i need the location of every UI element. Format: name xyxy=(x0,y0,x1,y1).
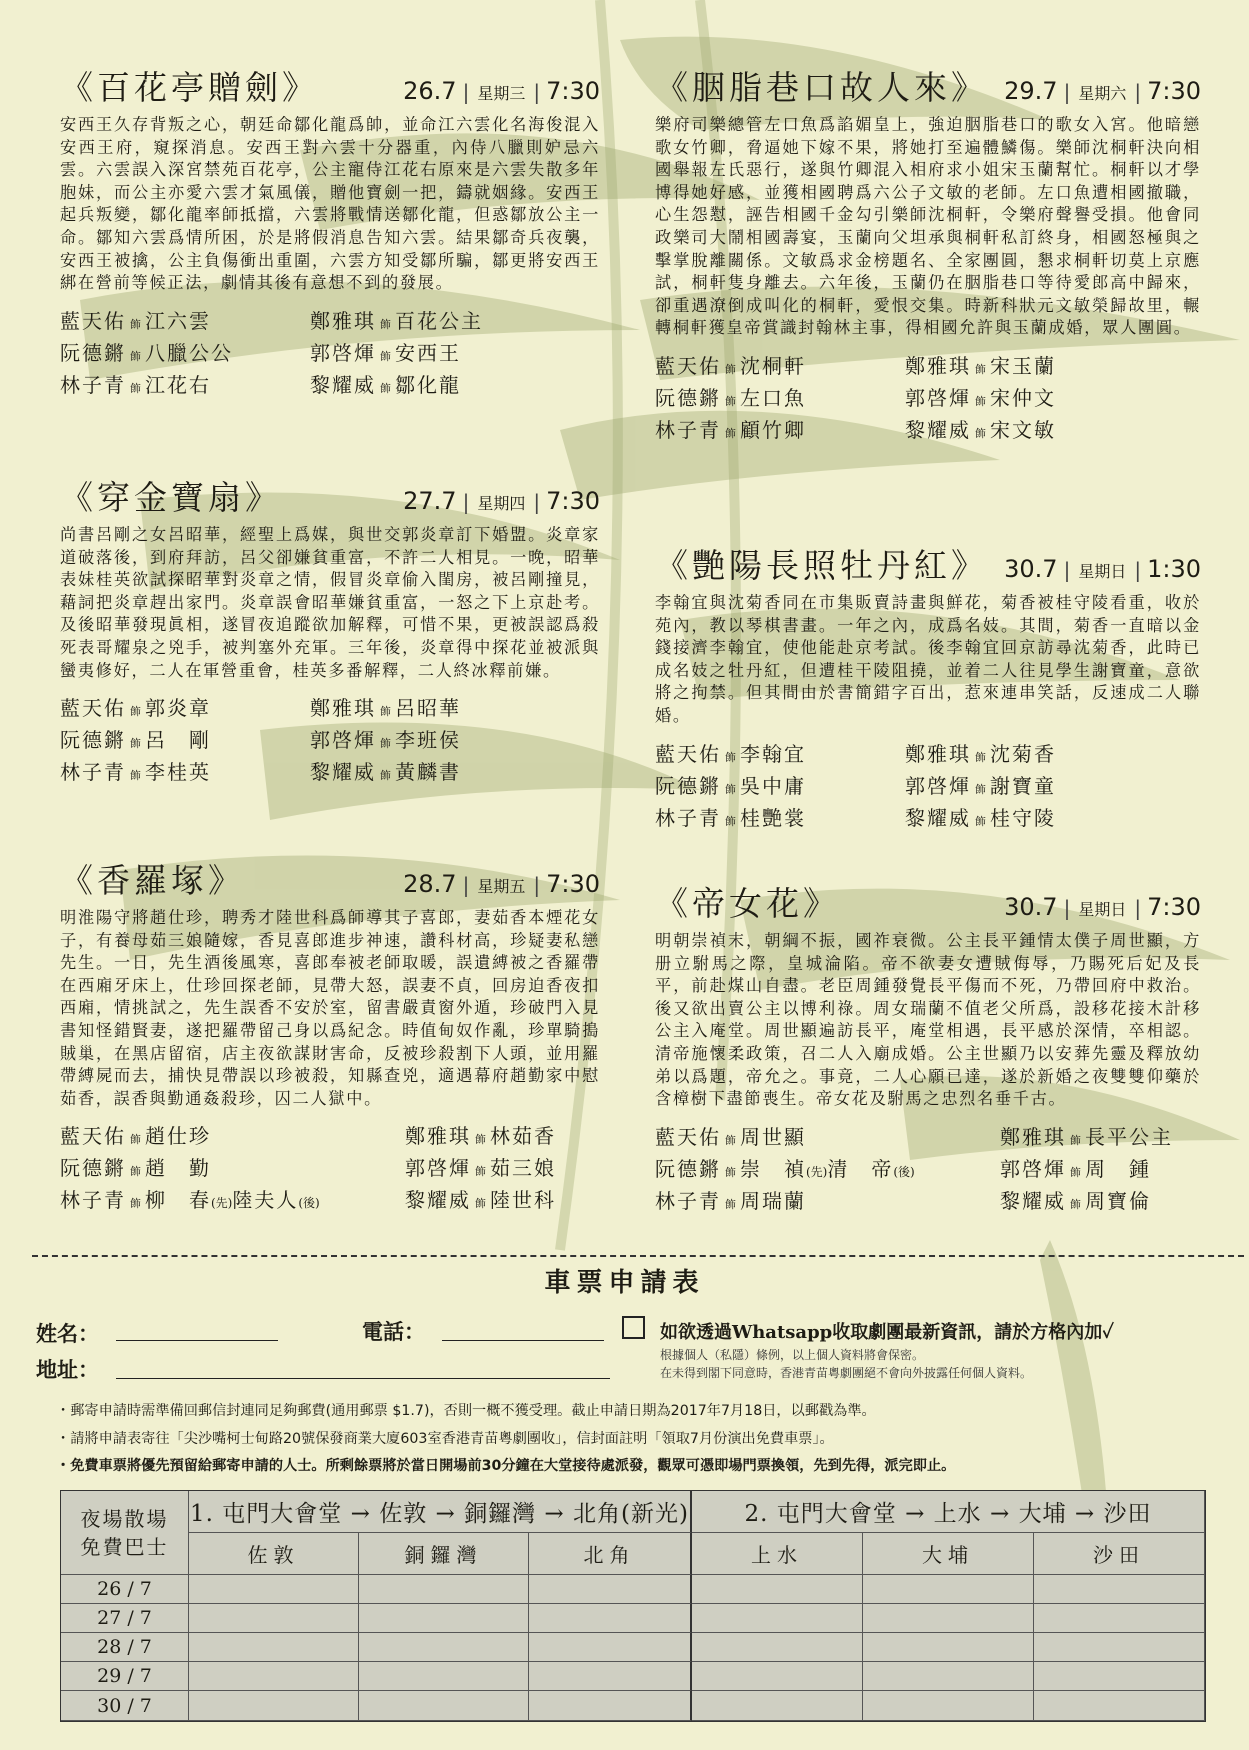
cast-entry: 黎耀威 飾 桂守陵 xyxy=(905,805,1056,830)
cast-entry: 藍天佑 飾 沈桐軒 xyxy=(655,353,806,378)
show-synopsis: 明淮陽守將趙仕珍，聘秀才陸世科爲師導其子喜郎，妻茹香本煙花女子，有養母茹三娘隨嫁，香見喜郎進步神速，讚科材高，珍疑妻私戀先生。一日，先生酒後風寒，喜郎奉被老師取暖，誤遺縛被之香羅帶在西廂牙床上，仕珍回探老師，見帶大怒，誤妻不貞，回房迫香夜扣西廂，情挑試之，先生誤香不安於室，留書嚴責窗外遁，珍破門入見書知怪錯賢妻，遂把羅帶留己身以爲紀念。時值甸奴作亂，珍單騎搗賊巢，在黑店留宿，店主夜欲謀財害命，反被珍殺割下人頭，並用羅帶縛屍而去，捕快見帶誤以珍被殺，知縣查兇，適遇幕府趙勤家中慰茹香，誤香與勤通姦殺珍，囚二人獄中。 xyxy=(60,908,600,1108)
route-1-header: 1. 屯門大會堂 → 佐敦 → 銅鑼灣 → 北角(新光) xyxy=(189,1491,692,1533)
bus-seat-cell[interactable] xyxy=(863,1633,1034,1662)
bus-seat-cell[interactable] xyxy=(863,1691,1034,1721)
cast-entry: 鄭雅琪 飾 百花公主 xyxy=(310,308,483,333)
stop-header: 銅鑼灣 xyxy=(359,1533,529,1575)
bus-seat-cell[interactable] xyxy=(529,1604,692,1633)
cast-entry: 黎耀威 飾 陸世科 xyxy=(405,1188,556,1213)
bus-seat-cell[interactable] xyxy=(1034,1604,1205,1633)
show-weekday: 星期三 xyxy=(477,84,526,103)
route-2-header: 2. 屯門大會堂 → 上水 → 大埔 → 沙田 xyxy=(692,1491,1205,1533)
cast-entry: 藍天佑 飾 趙仕珍 xyxy=(60,1124,211,1149)
cast-entry: 藍天佑 飾 周世顯 xyxy=(655,1124,806,1149)
show-title: 《穿金寶扇》 xyxy=(60,478,282,517)
bus-seat-cell[interactable] xyxy=(1034,1691,1205,1721)
address-field[interactable] xyxy=(116,1378,610,1379)
bus-seat-cell[interactable] xyxy=(1034,1575,1205,1604)
cast-entry: 鄭雅琪 飾 沈菊香 xyxy=(905,741,1056,766)
cast-entry: 阮德鏘 飾 八臘公公 xyxy=(60,340,233,365)
show-datetime: 26.7 | 星期三 | 7:30 xyxy=(403,77,600,105)
bus-seat-cell[interactable] xyxy=(189,1633,359,1662)
cast-entry: 郭啓煇 飾 茹三娘 xyxy=(405,1156,556,1181)
bus-seat-cell[interactable] xyxy=(359,1691,529,1721)
cast-entry: 鄭雅琪 飾 林茹香 xyxy=(405,1124,556,1149)
show-date: 29.7 xyxy=(1004,77,1058,105)
cast-entry: 林子青 飾 桂艷裳 xyxy=(655,805,806,830)
cast-entry: 阮德鏘 飾 吳中庸 xyxy=(655,773,806,798)
show-time: 7:30 xyxy=(1147,893,1201,921)
show-yanyang xyxy=(655,540,1201,836)
cast-entry: 林子青 飾 周瑞蘭 xyxy=(655,1188,806,1213)
show-time: 1:30 xyxy=(1147,555,1201,583)
show-datetime: 30.7 | 星期日 | 1:30 xyxy=(1004,555,1201,583)
bus-seat-cell[interactable] xyxy=(1034,1662,1205,1691)
cast-entry: 阮德鏘 飾 左口魚 xyxy=(655,385,806,410)
cast-entry: 藍天佑 飾 江六雲 xyxy=(60,308,211,333)
show-title: 《香羅塚》 xyxy=(60,861,245,900)
bus-seat-cell[interactable] xyxy=(359,1662,529,1691)
show-title: 《帝女花》 xyxy=(655,884,840,923)
show-title: 《艷陽長照牡丹紅》 xyxy=(655,546,988,585)
whatsapp-text: 如欲透過Whatsapp收取劇團最新資訊，請於方格內加✓ xyxy=(660,1322,1114,1343)
bus-seat-cell[interactable] xyxy=(1034,1633,1205,1662)
cast-list xyxy=(655,352,1201,448)
show-datetime: 28.7 | 星期五 | 7:30 xyxy=(403,870,600,898)
show-synopsis: 明朝崇禎末，朝綱不振，國祚衰微。公主長平鍾情太僕子周世顯，方册立駙馬之際，皇城淪陷。帝不欲妻女遭賊侮辱，乃賜死后妃及長平，前赴煤山自盡。老臣周鍾發覺長平傷而不死，乃帶回府中救治。後又欲出賣公主以博利祿。周女瑞蘭不值老父所爲，設移花接木計移公主入庵堂。周世顯遍訪長平，庵堂相遇，長平感於深情，卒相認。清帝施懷柔政策，召二人入廟成婚。公主世顯乃以安葬先靈及釋放幼弟以爲題，帝允之。事竟，二人心願已達，遂於新婚之夜雙雙仰藥於含樟樹下盡節喪生。帝女花及駙馬之忠烈名垂千古。 xyxy=(655,931,1201,1109)
show-dinuhua xyxy=(655,878,1201,1219)
cast-list xyxy=(60,1122,600,1218)
bus-seat-cell[interactable] xyxy=(863,1575,1034,1604)
cast-entry: 郭啓煇 飾 謝寶童 xyxy=(905,773,1056,798)
cast-entry: 郭啓煇 飾 宋仲文 xyxy=(905,385,1056,410)
show-baihua xyxy=(60,62,600,403)
bus-seat-cell[interactable] xyxy=(863,1662,1034,1691)
bus-table-corner: 夜場散場 免費巴士 xyxy=(61,1491,189,1575)
show-synopsis: 樂府司樂總管左口魚爲諂媚皇上，強迫胭脂巷口的歌女入宮。他暗戀歌女竹卿，脅逼她下嫁不果，將她打至遍體鱗傷。樂師沈桐軒決向相國舉報左氏惡行，遂與竹卿混入相府求小姐宋玉蘭幫忙。桐軒以才學博得她好感，並獲相國聘爲六公子文敏的老師。左口魚遭相國撤職，心生怨懟，誣告相國千金勾引樂師沈桐軒，令樂府聲譽受損。他會同政樂司大鬧相國壽宴，玉蘭向父坦承與桐軒私訂終身，相國怒極與之擊掌脫離關係。文敏爲求金榜題名、全家團圓，懇求桐軒切莫上京應試，桐軒隻身離去。六年後，玉蘭仍在胭脂巷口等待愛郎高中歸來，卻重遇潦倒成叫化的桐軒，愛恨交集。時新科狀元文敏榮歸故里，輾轉桐軒獲皇帝賞識封翰林主事，得相國允許與玉蘭成婚，眾人團圓。 xyxy=(655,115,1201,338)
bus-table xyxy=(60,1490,1206,1722)
show-weekday: 星期四 xyxy=(477,494,526,513)
note-priority: ・免費車票將優先預留給郵寄申請的人士。所剩餘票將於當日開場前30分鐘在大堂接待處派發，觀眾可憑即場門票換領，先到先得，派完即止。 xyxy=(56,1458,956,1474)
cast-list xyxy=(60,694,600,790)
name-label: 姓名： xyxy=(36,1321,99,1346)
cast-entry: 郭啓煇 飾 安西王 xyxy=(310,340,461,365)
cast-entry: 黎耀威 飾 周寶倫 xyxy=(1000,1188,1151,1213)
cast-entry: 黎耀威 飾 宋文敏 xyxy=(905,417,1056,442)
show-datetime: 29.7 | 星期六 | 7:30 xyxy=(1004,77,1201,105)
address-label: 地址： xyxy=(36,1357,99,1382)
bus-seat-cell[interactable] xyxy=(692,1633,863,1662)
cast-list xyxy=(655,740,1201,836)
cast-entry: 黎耀威 飾 鄒化龍 xyxy=(310,372,461,397)
bus-seat-cell[interactable] xyxy=(189,1662,359,1691)
bus-seat-cell[interactable] xyxy=(529,1662,692,1691)
bus-seat-cell[interactable] xyxy=(529,1633,692,1662)
cast-entry: 林子青 飾 顧竹卿 xyxy=(655,417,806,442)
show-weekday: 星期五 xyxy=(477,877,526,896)
form-title: 車票申請表 xyxy=(544,1268,705,1298)
show-synopsis: 李翰宜與沈菊香同在市集販賣詩畫與鮮花，菊香被桂守陵看重，收於苑內，教以琴棋書畫。一年之內，成爲名妓。其間，菊香一直暗以金錢接濟李翰宜，使他能赴京考試。後李翰宜回京訪尋沈菊香，此時已成名妓之牡丹紅，但遭桂干陵阻撓，並着二人往見學生謝寶童，意欲將之拘禁。但其間由於書簡錯字百出，惹來連串笑話，反速成二人聯婚。 xyxy=(655,593,1201,725)
bus-seat-cell[interactable] xyxy=(189,1575,359,1604)
name-field[interactable] xyxy=(116,1340,278,1341)
stop-header: 北角 xyxy=(529,1533,692,1575)
cast-entry: 鄭雅琪 飾 呂昭華 xyxy=(310,696,461,721)
whatsapp-checkbox[interactable] xyxy=(622,1316,645,1339)
cast-list xyxy=(655,1123,1201,1219)
cast-entry: 林子青 飾 柳 春(先)陸夫人(後) xyxy=(60,1188,320,1213)
show-date: 27.7 xyxy=(403,487,457,515)
cast-entry: 阮德鏘 飾 趙 勤 xyxy=(60,1156,211,1181)
cast-entry: 鄭雅琪 飾 長平公主 xyxy=(1000,1124,1173,1149)
show-datetime: 27.7 | 星期四 | 7:30 xyxy=(403,487,600,515)
cast-list xyxy=(60,307,600,403)
show-title: 《胭脂巷口故人來》 xyxy=(655,68,988,107)
stop-header: 上水 xyxy=(692,1533,863,1575)
bus-seat-cell[interactable] xyxy=(359,1633,529,1662)
cast-entry: 阮德鏘 飾 崇 禎(先)清 帝(後) xyxy=(655,1156,915,1181)
cut-line xyxy=(32,1255,1244,1257)
date-row-label: 29 / 7 xyxy=(61,1662,189,1691)
show-weekday: 星期六 xyxy=(1078,84,1127,103)
date-row-label: 28 / 7 xyxy=(61,1633,189,1662)
cast-entry: 林子青 飾 李桂英 xyxy=(60,760,211,785)
date-row-label: 27 / 7 xyxy=(61,1604,189,1633)
show-time: 7:30 xyxy=(546,870,600,898)
show-weekday: 星期日 xyxy=(1078,562,1127,581)
date-row-label: 30 / 7 xyxy=(61,1691,189,1721)
show-date: 30.7 xyxy=(1004,893,1058,921)
show-date: 30.7 xyxy=(1004,555,1058,583)
show-datetime: 30.7 | 星期日 | 7:30 xyxy=(1004,893,1201,921)
bus-seat-cell[interactable] xyxy=(529,1575,692,1604)
show-date: 26.7 xyxy=(403,77,457,105)
note-address: ・請將申請表寄往「尖沙嘴柯士甸路20號保發商業大廈603室香港青苗粵劇團收」，信封面註明「領取7月份演出免費車票」。 xyxy=(56,1431,834,1447)
privacy-note-1: 根據個人（私隱）條例，以上個人資料將會保密。 xyxy=(660,1348,925,1362)
cast-entry: 鄭雅琪 飾 宋玉蘭 xyxy=(905,353,1056,378)
privacy-note-2: 在未得到閣下同意時，香港青苗粵劇團絕不會向外披露任何個人資料。 xyxy=(660,1366,1033,1380)
cast-entry: 黎耀威 飾 黃麟書 xyxy=(310,760,461,785)
bus-seat-cell[interactable] xyxy=(359,1575,529,1604)
bus-seat-cell[interactable] xyxy=(692,1604,863,1633)
cast-entry: 藍天佑 飾 李翰宜 xyxy=(655,741,806,766)
stop-header: 大埔 xyxy=(863,1533,1034,1575)
show-date: 28.7 xyxy=(403,870,457,898)
bus-seat-cell[interactable] xyxy=(359,1604,529,1633)
phone-label: 電話： xyxy=(362,1319,425,1344)
cast-entry: 郭啓煇 飾 李班侯 xyxy=(310,728,461,753)
stop-header: 沙田 xyxy=(1034,1533,1205,1575)
date-row-label: 26 / 7 xyxy=(61,1575,189,1604)
bus-seat-cell[interactable] xyxy=(692,1691,863,1721)
bus-seat-cell[interactable] xyxy=(529,1691,692,1721)
bus-seat-cell[interactable] xyxy=(692,1575,863,1604)
stop-header: 佐敦 xyxy=(189,1533,359,1575)
cast-entry: 阮德鏘 飾 呂 剛 xyxy=(60,728,211,753)
bus-seat-cell[interactable] xyxy=(863,1604,1034,1633)
cast-entry: 郭啓煇 飾 周 鍾 xyxy=(1000,1156,1151,1181)
show-yanzhi xyxy=(655,62,1201,448)
note-postage: ・郵寄申請時需準備回郵信封連同足夠郵費(通用郵票 $1.7)，否則一概不獲受理。截止申請日期為2017年7月18日，以郵戳為準。 xyxy=(56,1403,876,1419)
show-synopsis: 安西王久存背叛之心，朝廷命鄒化龍爲帥，並命江六雲化名海俊混入安西王府，窺探消息。安西王對六雲十分器重，內侍八臘則妒忌六雲。六雲誤入深宮禁苑百花亭，公主寵侍江花右原來是六雲失散多年胞妹，而公主亦愛六雲才氣風儀，贈他寶劍一把，鑄就姻緣。安西王起兵叛變，鄒化龍率師抵擋，六雲將戰情送鄒化龍，但惑鄒放公主一命。鄒知六雲爲情所困，於是將假消息告知六雲。結果鄒奇兵夜襲，安西王被擒，公主負傷衝出重圍，六雲方知受鄒所騙，鄒更將安西王綁在營前等候正法，劇情其後有意想不到的發展。 xyxy=(60,115,600,293)
bus-seat-cell[interactable] xyxy=(692,1662,863,1691)
cast-entry: 林子青 飾 江花右 xyxy=(60,372,211,397)
show-time: 7:30 xyxy=(546,487,600,515)
show-chuanjin xyxy=(60,472,600,790)
show-weekday: 星期日 xyxy=(1078,900,1127,919)
show-title: 《百花亭贈劍》 xyxy=(60,68,319,107)
bus-seat-cell[interactable] xyxy=(189,1691,359,1721)
show-synopsis: 尚書呂剛之女呂昭華，經聖上爲媒，與世交郭炎章訂下婚盟。炎章家道破落後，到府拜訪，呂父卻嫌貧重富，不許二人相見。一晚，昭華表妹桂英欲試探昭華對炎章之情，假冒炎章偷入閨房，被呂剛撞見，藉詞把炎章趕出家門。炎章誤會昭華嫌貧重富，一怒之下上京赴考。及後昭華發現眞相，遂冒夜追蹤欲加解釋，可惜不果，更被誤認爲殺死表哥耀泉之兇手，被判塞外充軍。三年後，炎章得中探花並被派與蠻夷修好，二人在軍營重會，桂英多番解釋，二人終冰釋前嫌。 xyxy=(60,525,600,680)
bus-seat-cell[interactable] xyxy=(189,1604,359,1633)
show-time: 7:30 xyxy=(546,77,600,105)
cast-entry: 藍天佑 飾 郭炎章 xyxy=(60,696,211,721)
phone-field[interactable] xyxy=(442,1340,604,1341)
show-xiangluo xyxy=(60,855,600,1218)
show-time: 7:30 xyxy=(1147,77,1201,105)
